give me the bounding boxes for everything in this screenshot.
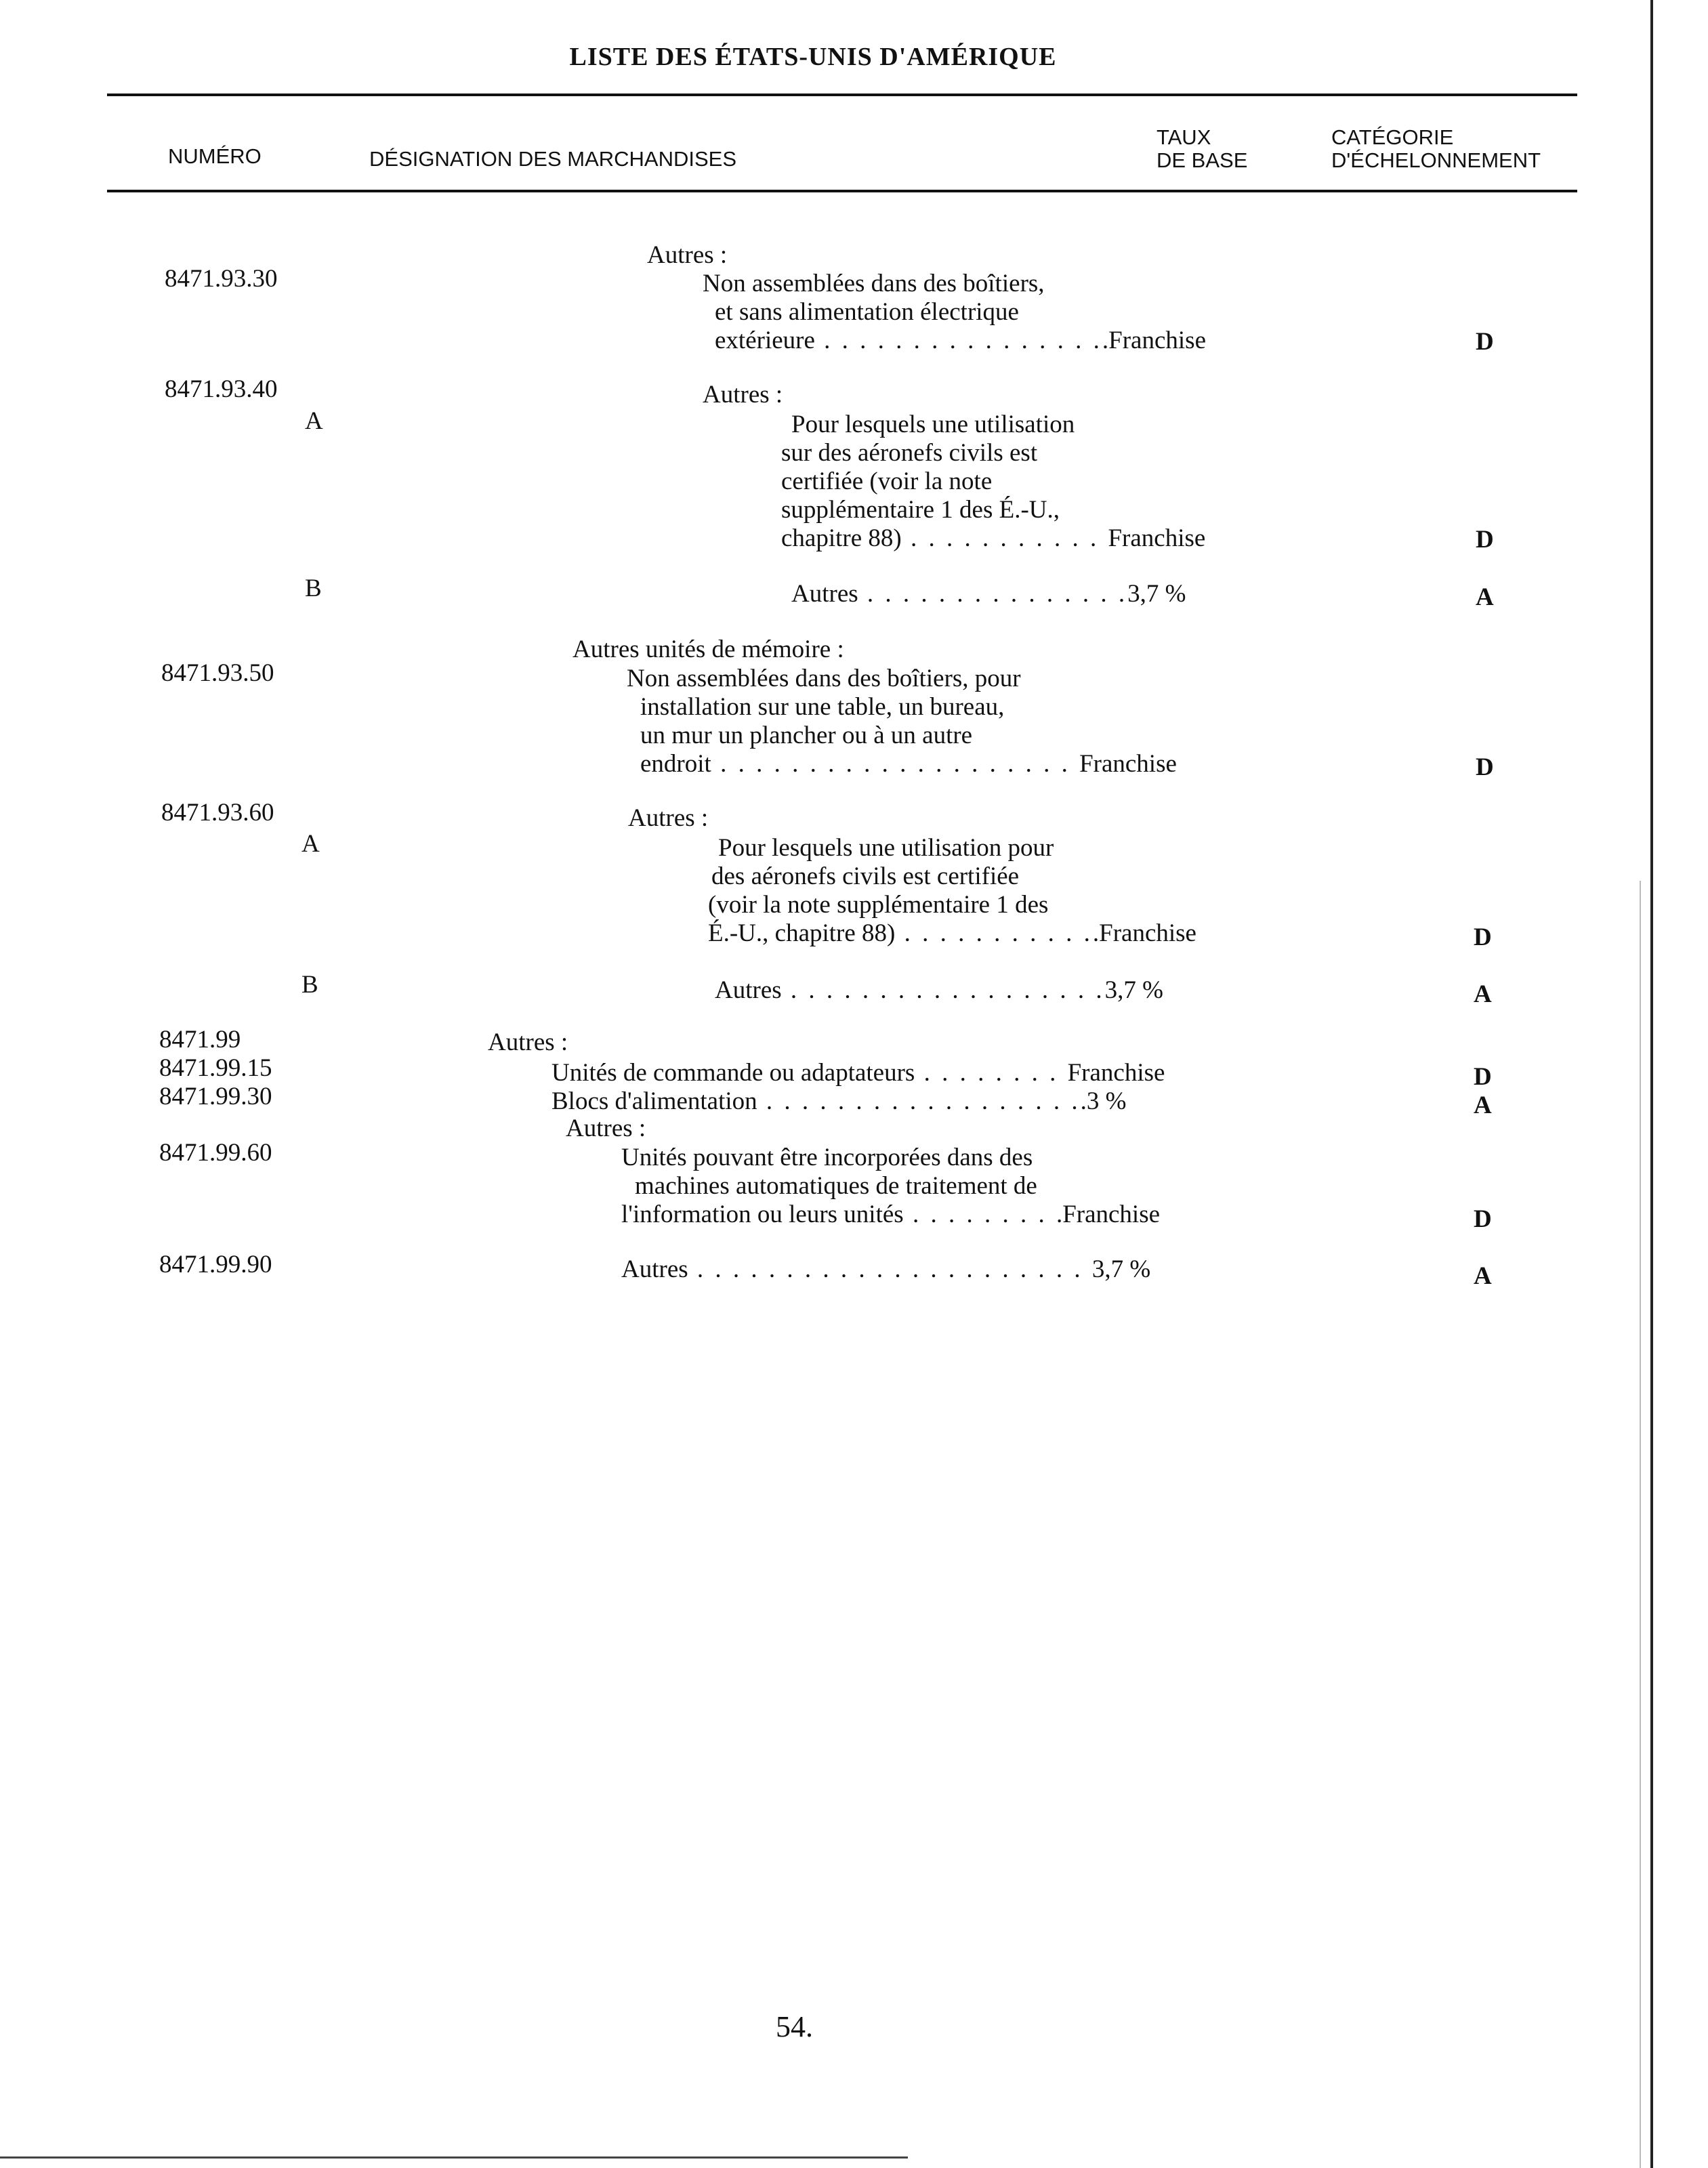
entry-line: (voir la note supplémentaire 1 des	[708, 891, 1049, 919]
dot-leader: . . . . . . . . . . . . . . . . . . . .	[711, 750, 1080, 778]
tariff-number: 8471.93.30	[165, 265, 278, 293]
entry-line	[791, 580, 1186, 608]
staging-category: D	[1476, 526, 1494, 554]
entry-line: Unités pouvant être incorporées dans des	[621, 1144, 1033, 1171]
staging-category: A	[1474, 980, 1492, 1008]
staging-category: A	[1474, 1262, 1492, 1290]
tariff-number: 8471.99.30	[159, 1083, 272, 1110]
base-rate: .Franchise	[1056, 1201, 1161, 1228]
entry-line	[640, 750, 1177, 778]
tariff-number: 8471.99.60	[159, 1139, 272, 1167]
entry-line-text: Autres	[715, 976, 782, 1004]
staging-category: D	[1474, 923, 1492, 951]
entry-line-text: Blocs d'alimentation	[551, 1087, 757, 1115]
entry-line	[708, 919, 1196, 948]
tariff-number: 8471.99	[159, 1026, 241, 1054]
entry-line	[715, 976, 1163, 1005]
tariff-number: 8471.93.40	[165, 375, 278, 403]
entry-line	[621, 1255, 1150, 1284]
header-rule-top	[107, 93, 1577, 96]
column-header-categorie	[1331, 126, 1541, 172]
staging-category: D	[1474, 1205, 1492, 1233]
base-rate: .Franchise	[1092, 919, 1196, 947]
entry-line: des aéronefs civils est certifiée	[711, 862, 1020, 890]
entry-line-text: chapitre 88)	[781, 524, 902, 552]
dot-leader: . . . . . . . . . . . . . . .	[858, 580, 1128, 608]
sub-line-letter: B	[305, 575, 322, 602]
entry-line-text: endroit	[640, 750, 711, 778]
entry-heading: Autres :	[703, 381, 783, 409]
base-rate: Franchise	[1067, 1059, 1165, 1087]
sub-line-letter: A	[305, 407, 323, 435]
taux-line1: TAUX	[1157, 125, 1211, 149]
entry-line	[715, 327, 1206, 355]
column-header-designation: DÉSIGNATION DES MARCHANDISES	[369, 147, 737, 171]
scan-edge-line	[1650, 0, 1653, 2168]
entry-line: installation sur une table, un bureau,	[640, 693, 1005, 721]
tariff-number: 8471.99.90	[159, 1251, 272, 1278]
tariff-number: 8471.93.60	[161, 799, 274, 827]
staging-category: A	[1474, 1091, 1492, 1119]
header-rule-bottom	[107, 190, 1577, 192]
entry-line-text: l'information ou leurs unités	[621, 1201, 904, 1228]
entry-heading: Autres :	[647, 241, 728, 269]
entry-line-text: extérieure	[715, 327, 815, 354]
taux-line2: DE BASE	[1157, 148, 1248, 172]
entry-heading: Autres unités de mémoire :	[572, 635, 844, 663]
staging-category: A	[1476, 583, 1494, 611]
base-rate: .Franchise	[1102, 327, 1207, 354]
entry-line: Pour lesquels une utilisation	[791, 411, 1075, 438]
entry-line: et sans alimentation électrique	[715, 298, 1019, 326]
entry-line	[551, 1059, 1165, 1087]
entry-line: machines automatiques de traitement de	[635, 1172, 1037, 1200]
entry-line: certifiée (voir la note	[781, 467, 993, 495]
base-rate: Franchise	[1108, 524, 1206, 552]
staging-category: D	[1476, 328, 1494, 356]
page-title: LISTE DES ÉTATS-UNIS D'AMÉRIQUE	[569, 43, 1057, 71]
staging-category: D	[1476, 753, 1494, 781]
entry-line: un mur un plancher ou à un autre	[640, 722, 973, 749]
page-number: 54.	[776, 2010, 813, 2043]
categorie-line1: CATÉGORIE	[1331, 125, 1454, 149]
entry-line-text: Autres	[791, 580, 858, 608]
sub-line-letter: B	[301, 971, 318, 999]
tariff-number: 8471.93.50	[161, 659, 274, 687]
entry-heading: Autres :	[628, 804, 709, 832]
dot-leader: . . . . . . . . . . .	[895, 919, 1093, 947]
dot-leader: . . . . . . . . . . . . . . . . . . . . . .	[688, 1255, 1092, 1283]
entry-line: Pour lesquels une utilisation pour	[718, 834, 1054, 862]
sub-line-letter: A	[301, 830, 320, 858]
entry-line	[781, 524, 1205, 553]
entry-line-text: Unités de commande ou adaptateurs	[551, 1059, 915, 1087]
column-header-taux	[1157, 126, 1247, 172]
base-rate: 3,7 %	[1091, 1255, 1151, 1283]
entry-line-text: Autres	[621, 1255, 688, 1283]
scan-edge-shadow	[1640, 881, 1641, 2168]
entry-line	[621, 1201, 1160, 1229]
entry-heading: Autres :	[566, 1114, 646, 1142]
dot-leader: . . . . . . . .	[915, 1059, 1068, 1087]
staging-category: D	[1474, 1063, 1492, 1091]
dot-leader: . . . . . . . . . . .	[901, 524, 1108, 552]
base-rate: 3,7 %	[1127, 580, 1186, 608]
entry-line: Non assemblées dans des boîtiers,	[703, 270, 1045, 297]
dot-leader: . . . . . . . . . . . . . . . . . .	[757, 1087, 1081, 1115]
entry-heading: Autres :	[488, 1028, 568, 1056]
entry-line: supplémentaire 1 des É.-U.,	[781, 496, 1060, 524]
column-header-numero: NUMÉRO	[168, 144, 262, 168]
categorie-line2: D'ÉCHELONNEMENT	[1331, 148, 1541, 172]
entry-line	[551, 1087, 1126, 1116]
base-rate: 3,7 %	[1104, 976, 1163, 1004]
base-rate: Franchise	[1079, 750, 1177, 778]
dot-leader: . . . . . . . . . . . . . . . .	[814, 327, 1102, 354]
scan-bottom-line	[0, 2156, 908, 2159]
tariff-number: 8471.99.15	[159, 1054, 272, 1082]
entry-line: Non assemblées dans des boîtiers, pour	[627, 665, 1021, 692]
dot-leader: . . . . . . . .	[903, 1201, 1056, 1228]
entry-line: sur des aéronefs civils est	[781, 439, 1038, 467]
dot-leader: . . . . . . . . . . . . . . . . . .	[781, 976, 1105, 1004]
base-rate: .3 %	[1080, 1087, 1127, 1115]
entry-line-text: É.-U., chapitre 88)	[708, 919, 896, 947]
